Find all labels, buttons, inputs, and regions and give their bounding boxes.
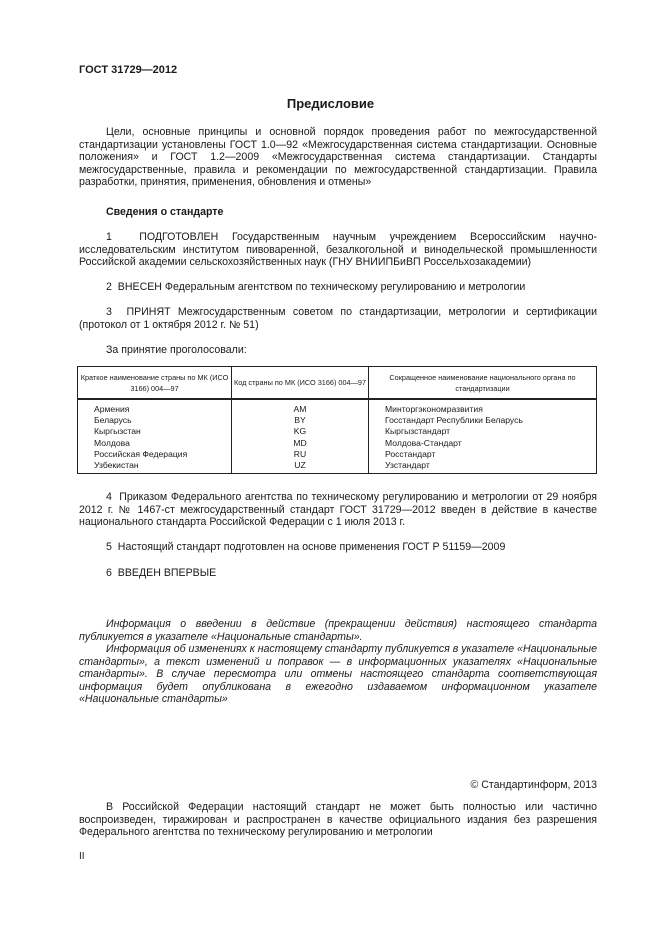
item-3 xyxy=(79,306,597,331)
item-2 xyxy=(79,281,597,294)
column-header-country: Краткое наименование страны по МК (ИСО 3166) 004—97 xyxy=(78,367,232,400)
table-row xyxy=(78,460,597,474)
item-number: 1 xyxy=(106,231,112,243)
rights-notice: В Российской Федерации настоящий стандарт не может быть полностью или частично воспроизведен, тиражирован и распространен в качестве официального издания без разрешения Федерального агентства по техническому регулированию и метрологии xyxy=(79,801,597,839)
column-header-authority: Сокращенное наименование национального органа по стандартизации xyxy=(369,367,597,400)
section-heading: Сведения о стандарте xyxy=(106,206,224,218)
column-header-code: Код страны по МК (ИСО 3166) 004—97 xyxy=(232,367,369,400)
cell-code: KG xyxy=(232,426,369,437)
cell-code: UZ xyxy=(232,460,369,474)
document-code: ГОСТ 31729—2012 xyxy=(79,64,178,76)
item-number: 3 xyxy=(106,306,112,318)
item-number: 2 xyxy=(106,281,112,293)
table-row xyxy=(78,438,597,449)
copyright: © Стандартинформ, 2013 xyxy=(470,779,597,791)
cell-authority: Минторгэкономразвития xyxy=(369,399,597,415)
cell-country: Армения xyxy=(78,399,232,415)
page-number: II xyxy=(79,851,85,862)
table-row xyxy=(78,426,597,437)
votes-table xyxy=(77,366,597,474)
item-6 xyxy=(79,567,597,580)
item-5 xyxy=(79,541,597,554)
cell-country: Молдова xyxy=(78,438,232,449)
item-text: ПОДГОТОВЛЕН Государственным научным учреждением Всероссийским научно-исследовательским институтом пивоваренной, безалкогольной и винодельческой промышленности Российской академии сельскохозяйственных наук (ГНУ ВНИИПБиВП Россельхозакадемии) xyxy=(79,231,597,269)
item-text: ПРИНЯТ Межгосударственным советом по стандартизации, метрологии и сертификации (протокол от 1 октября 2012 г. № 51) xyxy=(79,306,598,331)
item-text: ВНЕСЕН Федеральным агентством по техническому регулированию и метрологии xyxy=(117,281,526,293)
votes-label: За принятие проголосовали: xyxy=(106,344,247,356)
item-1 xyxy=(79,231,597,269)
table-row xyxy=(78,415,597,426)
cell-code: RU xyxy=(232,449,369,460)
table-header-row xyxy=(78,367,597,400)
item-number: 5 xyxy=(106,541,112,553)
cell-code: MD xyxy=(232,438,369,449)
item-number: 4 xyxy=(106,491,112,503)
cell-authority: Узстандарт xyxy=(369,460,597,474)
cell-authority: Молдова-Стандарт xyxy=(369,438,597,449)
info-paragraph-2: Информация об изменениях к настоящему стандарту публикуется в указателе «Национальные стандарты», а текст изменений и поправок — в информационных указателях «Национальные стандарты». В случае пересмотра или отмены настоящего стандарта соответствующая информация будет опубликована в ежегодно издаваемом информационном указателе «Национальные стандарты» xyxy=(79,643,597,706)
item-number: 6 xyxy=(106,567,112,579)
info-paragraph-1: Информация о введении в действие (прекращении действия) настоящего стандарта публикуется в указателе «Национальные стандарты». xyxy=(79,618,597,643)
cell-authority: Кыргызстандарт xyxy=(369,426,597,437)
item-text: Настоящий стандарт подготовлен на основе применения ГОСТ Р 51159—2009 xyxy=(117,541,506,553)
cell-authority: Росстандарт xyxy=(369,449,597,460)
table-row xyxy=(78,399,597,415)
item-text: Приказом Федерального агентства по техническому регулированию и метрологии от 29 ноября 2012 г. № 1467-ст межгосударственный стандарт ГОСТ 31729—2012 введен в действие в качестве национального стандарта Российской Федерации с 1 июля 2013 г. xyxy=(79,491,597,529)
page-title: Предисловие xyxy=(286,96,375,111)
cell-authority: Госстандарт Республики Беларусь xyxy=(369,415,597,426)
item-text: ВВЕДЕН ВПЕРВЫЕ xyxy=(117,567,217,579)
table-row xyxy=(78,449,597,460)
cell-country: Беларусь xyxy=(78,415,232,426)
item-4 xyxy=(79,491,597,529)
cell-country: Кыргызстан xyxy=(78,426,232,437)
cell-code: BY xyxy=(232,415,369,426)
cell-country: Российская Федерация xyxy=(78,449,232,460)
cell-country: Узбекистан xyxy=(78,460,232,474)
intro-paragraph: Цели, основные принципы и основной порядок проведения работ по межгосударственной стандартизации установлены ГОСТ 1.0—92 «Межгосударственная система стандартизации. Основные положения» и ГОСТ 1.2—2009 «Межгосударственная система стандартизации. Стандарты межгосударственные, правила и рекомендации по межгосударственной стандартизации. Правила разработки, принятия, применения, обновления и отмены» xyxy=(79,126,597,189)
cell-code: AM xyxy=(232,399,369,415)
